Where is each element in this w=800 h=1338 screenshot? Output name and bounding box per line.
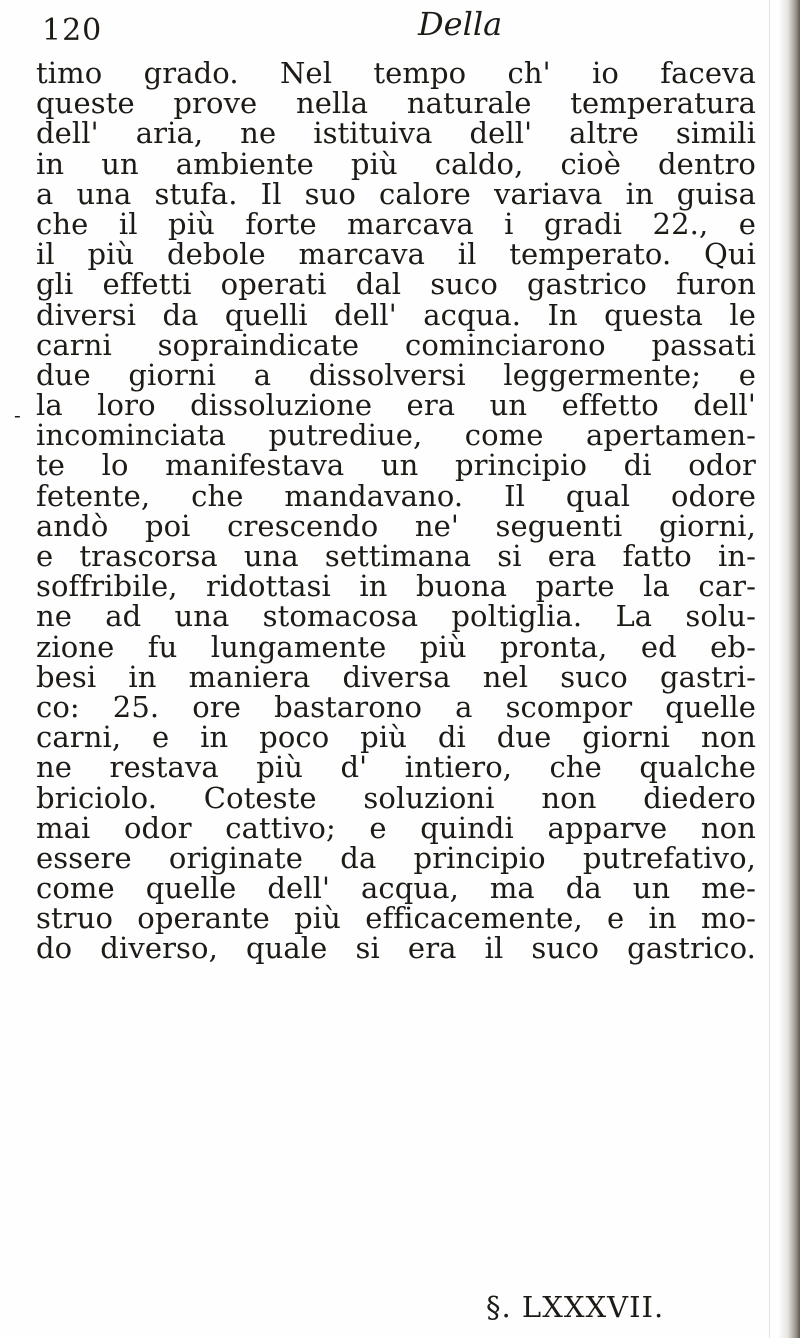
running-title: Della [418,5,503,43]
text-line: fetente, che mandavano. Il qual odore [36,478,756,513]
text-line: dell' aria, ne istituiva dell' altre simili [36,116,756,151]
text-line: come quelle dell' acqua, ma da un me- [36,871,756,906]
text-line: timo grado. Nel tempo ch' io faceva [36,56,756,90]
text-line: soffribile, ridottasi in buona parte la car- [36,569,756,604]
text-line: la loro dissoluzione era un effetto dell' [36,388,756,423]
text-line: carni sopraindicate cominciarono passati [36,327,756,362]
text-line: e trascorsa una settimana si era fatto in- [36,539,756,573]
body-text [36,58,756,964]
text-line: incominciata putrediue, come apertamen- [36,418,756,453]
text-line: due giorni a dissolversi leggermente; e [36,357,756,392]
text-line: do diverso, quale si era il suco gastrico. [36,931,756,966]
page-fold-line [769,0,770,1338]
text-line: a una stufa. Il suo calore variava in guisa [36,176,756,211]
book-gutter-shadow [778,0,800,1338]
text-line: ne ad una stomacosa poltiglia. La solu- [36,599,756,634]
text-line: carni, e in poco più di due giorni non [36,720,756,755]
text-line: te lo manifestava un principio di odor [36,448,756,483]
text-line: essere originate da principio putrefativo, [36,840,756,875]
text-line: briciolo. Coteste soluzioni non diedero [36,780,756,815]
text-line: mai odor cattivo; e quindi apparve non [36,810,756,845]
text-line: queste prove nella naturale temperatura [36,86,756,121]
page-number: 120 [42,13,103,48]
text-line: in un ambiente più caldo, cioè dentro [36,146,756,181]
running-head [0,4,800,52]
text-line: diversi da quelli dell' acqua. In questa le [36,297,756,332]
text-line: co: 25. ore bastarono a scompor quelle [36,689,756,724]
text-line: che il più forte marcava i gradi 22., e [36,206,756,241]
section-heading: §. LXXXVII. [486,1290,665,1324]
text-line: ne restava più d' intiero, che qualche [36,750,756,785]
text-line: andò poi crescendo ne' seguenti giorni, [36,508,756,543]
text-line: struo operante più efficacemente, e in mo- [36,901,756,936]
text-line: besi in maniera diversa nel suco gastri- [36,659,756,694]
text-line: zione fu lungamente più pronta, ed eb- [36,629,756,664]
text-line: gli effetti operati dal suco gastrico furon [36,267,756,302]
margin-mark: - [14,403,21,427]
text-line: il più debole marcava il temperato. Qui [36,237,756,272]
